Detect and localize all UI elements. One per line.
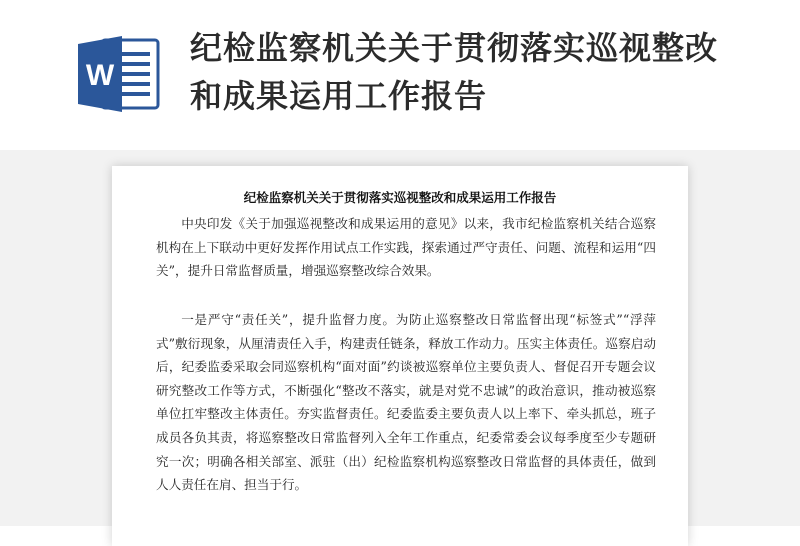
document-paragraph: 一是严守“责任关”，提升监督力度。为防止巡察整改日常监督出现“标签式”“浮萍式”敷衍现象，从厘清责任入手，构建责任链条，释放工作动力。压实主体责任。巡察启动后，纪委监委采取会同巡察机构“面对面”约谈被巡察单位主要负责人、督促召开专题会议研究整改工作等方式，不断强化“整改不落实，就是对党不忠诚”的政治意识，推动被巡察单位扛牢整改主体责任。夯实监督责任。纪委监委主要负责人以上率下、牵头抓总，班子成员各负其责，将巡察整改日常监督列入全年工作重点，纪委常委会议每季度至少专题研究一次；明确各相关部室、派驻（出）纪检监察机构巡察整改日常监督的具体责任，做到人人责任在肩、担当于行。 — [156, 312, 656, 493]
word-document-icon — [76, 34, 162, 114]
svg-text:W: W — [85, 59, 115, 92]
document-title: 纪检监察机关关于贯彻落实巡视整改和成果运用工作报告 — [243, 190, 557, 205]
page-title: 纪检监察机关关于贯彻落实巡视整改和成果运用工作报告 — [190, 29, 719, 115]
document-page — [112, 166, 688, 546]
header-banner — [0, 0, 800, 150]
document-paragraph: 中央印发《关于加强巡视整改和成果运用的意见》以来，我市纪检监察机关结合巡察机构在上下联动中更好发挥作用试点工作实践，探索通过严守责任、问题、流程和运用“四关”，提升日常监督质量，增强巡察整改综合效果。 — [156, 216, 656, 279]
